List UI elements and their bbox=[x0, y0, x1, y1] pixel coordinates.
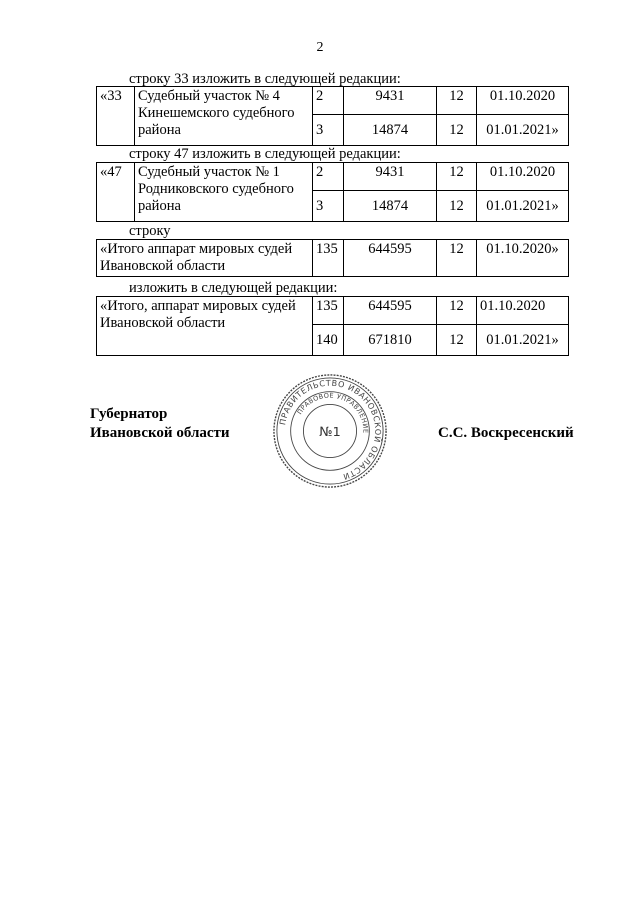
block1-r2-c: 12 bbox=[437, 115, 477, 146]
block3-d: 01.10.2020» bbox=[477, 240, 569, 277]
seal-inner-text: ПРАВОВОЕ УПРАВЛЕНИЕ bbox=[295, 391, 370, 434]
block3-a: 135 bbox=[313, 240, 344, 277]
block2-table bbox=[96, 162, 569, 222]
block2-num: «47 bbox=[97, 163, 135, 222]
signature-name: С.С. Воскресенский bbox=[438, 425, 574, 441]
block2-r2-b: 14874 bbox=[344, 191, 437, 222]
block2-r1-d: 01.10.2020 bbox=[477, 163, 569, 191]
block2-r2-a: 3 bbox=[313, 191, 344, 222]
block4-r2-d: 01.01.2021» bbox=[477, 325, 569, 356]
block1-r2-b: 14874 bbox=[344, 115, 437, 146]
block4-r1-a: 135 bbox=[313, 297, 344, 325]
block1-intro: строку 33 изложить в следующей редакции: bbox=[129, 71, 401, 87]
block4-intro: изложить в следующей редакции: bbox=[129, 280, 338, 296]
block4-table bbox=[96, 296, 569, 356]
block2-r2-d: 01.01.2021» bbox=[477, 191, 569, 222]
block4-r2-c: 12 bbox=[437, 325, 477, 356]
block2-intro: строку 47 изложить в следующей редакции: bbox=[129, 146, 401, 162]
block1-r2-d: 01.01.2021» bbox=[477, 115, 569, 146]
block2-r1-b: 9431 bbox=[344, 163, 437, 191]
block3-intro: строку bbox=[129, 223, 171, 239]
block1-table bbox=[96, 86, 569, 146]
block2-name: Судебный участок № 1 Родниковского судебного района bbox=[135, 163, 313, 222]
block3-b: 644595 bbox=[344, 240, 437, 277]
block2-r1-a: 2 bbox=[313, 163, 344, 191]
seal-outer-text: ПРАВИТЕЛЬСТВО ИВАНОВСКОЙ ОБЛАСТИ bbox=[278, 378, 383, 482]
block1-r1-b: 9431 bbox=[344, 87, 437, 115]
block1-r1-d: 01.10.2020 bbox=[477, 87, 569, 115]
signature-title bbox=[90, 405, 230, 443]
block3-table bbox=[96, 239, 569, 277]
signature-title-line1: Губернатор bbox=[90, 406, 168, 422]
block1-r2-a: 3 bbox=[313, 115, 344, 146]
block4-r1-b: 644595 bbox=[344, 297, 437, 325]
block1-name: Судебный участок № 4 Кинешемского судебного района bbox=[135, 87, 313, 146]
block3-name: «Итого аппарат мировых судей Ивановской области bbox=[97, 240, 313, 277]
block1-r1-a: 2 bbox=[313, 87, 344, 115]
block4-r1-c: 12 bbox=[437, 297, 477, 325]
signature-title-line2: Ивановской области bbox=[90, 425, 230, 441]
block2-r2-c: 12 bbox=[437, 191, 477, 222]
seal-center-text: №1 bbox=[319, 424, 341, 440]
block4-r2-a: 140 bbox=[313, 325, 344, 356]
block2-r1-c: 12 bbox=[437, 163, 477, 191]
block3-c: 12 bbox=[437, 240, 477, 277]
official-seal bbox=[271, 372, 389, 490]
page-number: 2 bbox=[316, 40, 324, 55]
block1-r1-c: 12 bbox=[437, 87, 477, 115]
block4-r1-d: 01.10.2020 bbox=[477, 297, 569, 325]
block1-num: «33 bbox=[97, 87, 135, 146]
block4-name: «Итого, аппарат мировых судей Ивановской области bbox=[97, 297, 313, 356]
block4-r2-b: 671810 bbox=[344, 325, 437, 356]
